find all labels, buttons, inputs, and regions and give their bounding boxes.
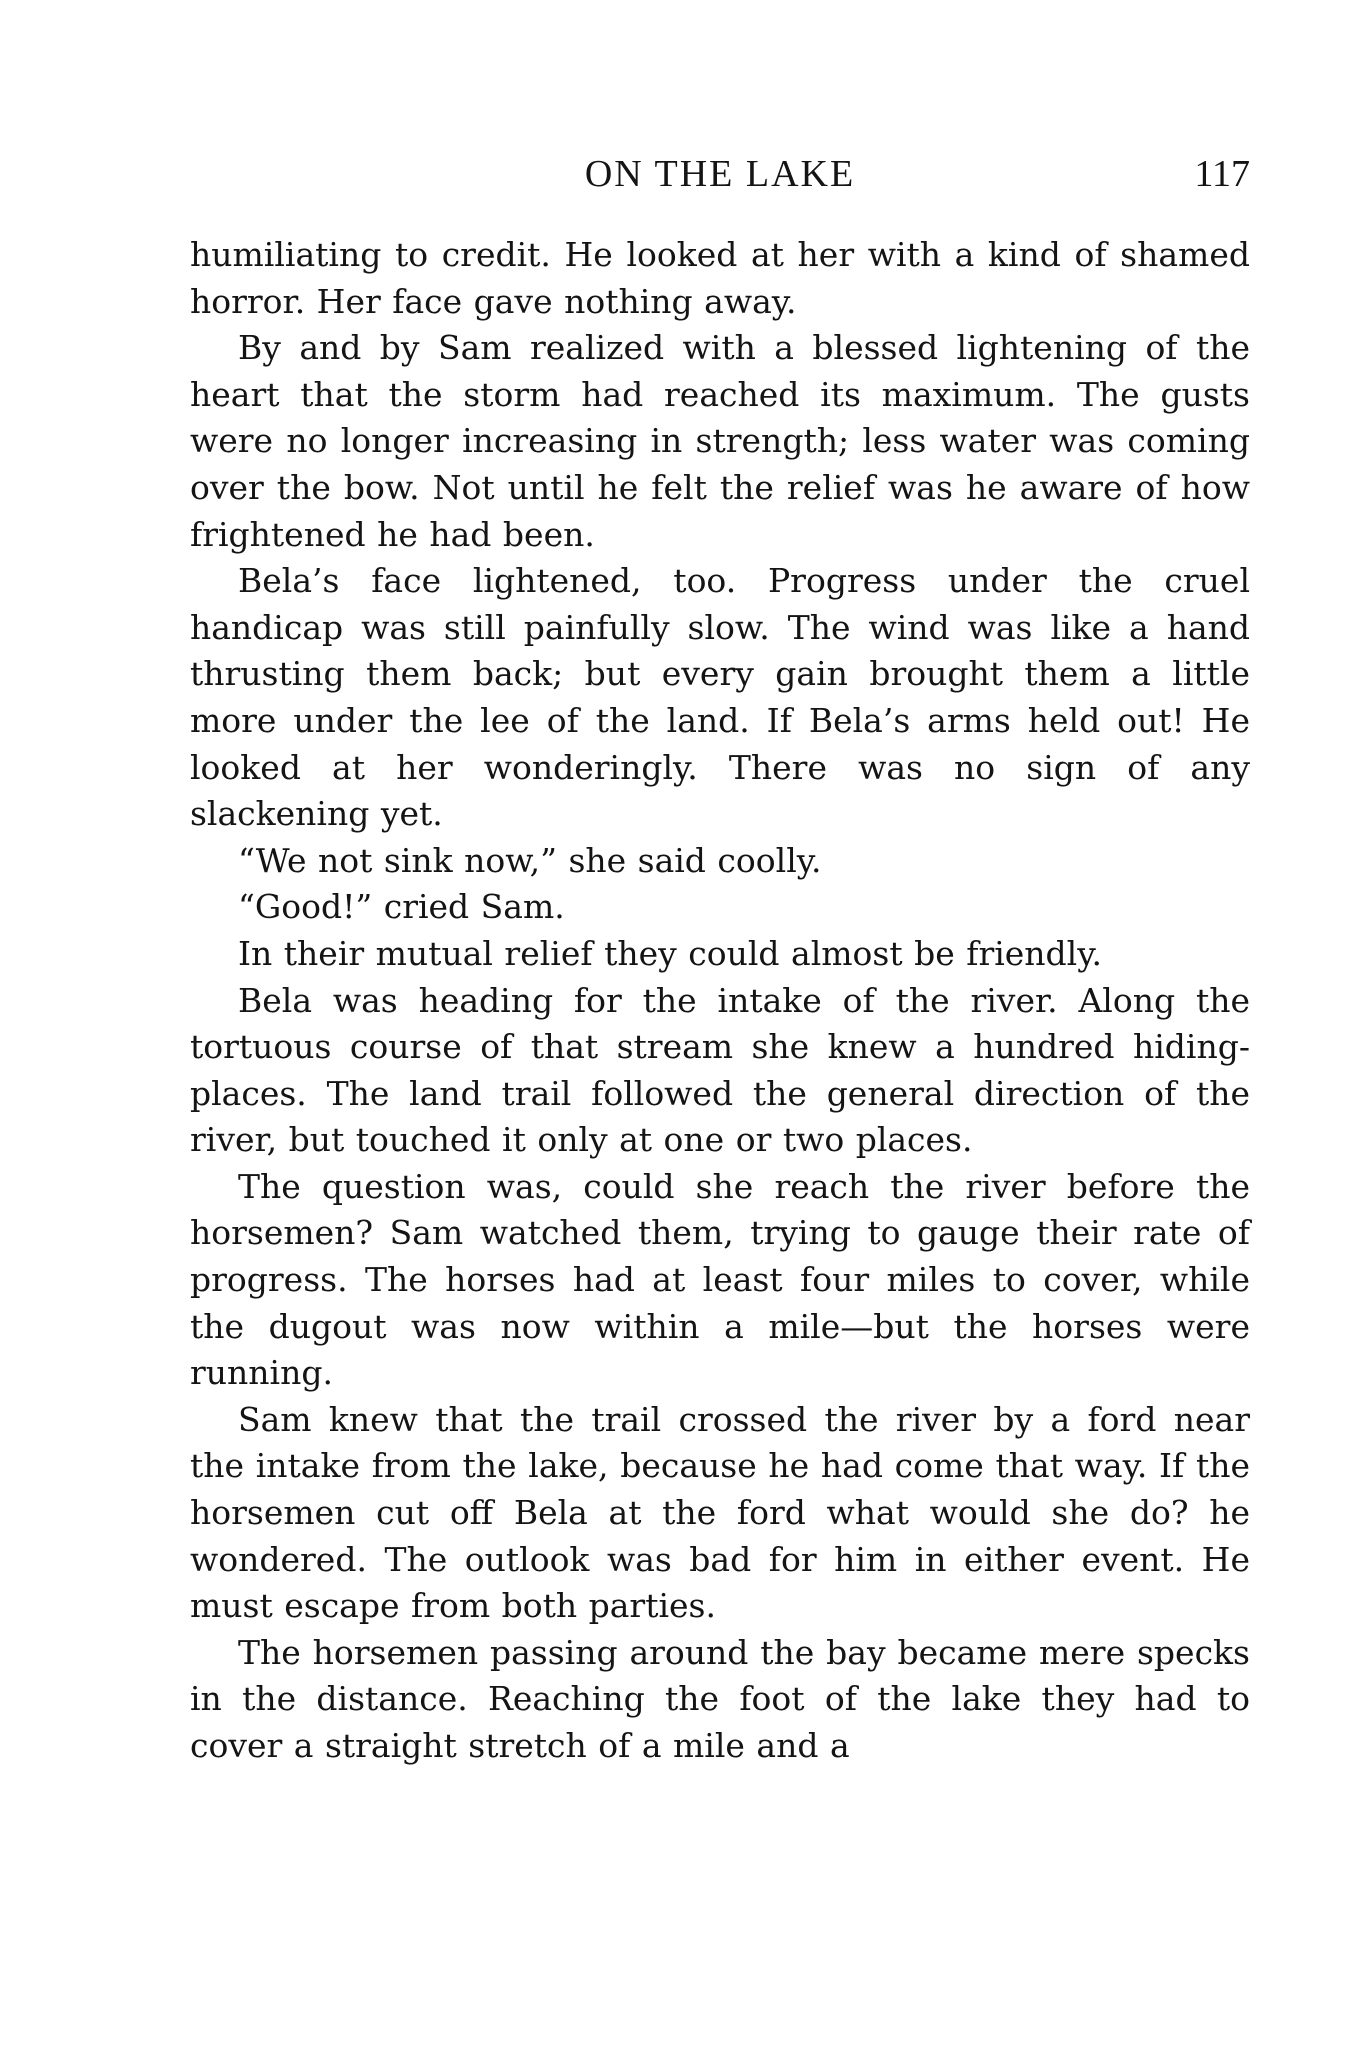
body-text xyxy=(190,232,1250,1770)
paragraph: By and by Sam realized with a blessed lightening of the heart that the storm had reached its maximum. The gusts were no longer increasing in strength; less water was coming over the bow. Not until he felt the relief was he aware of how frightened he had been. xyxy=(190,328,1250,554)
page-number: 117 xyxy=(1194,153,1250,195)
running-title: ON THE LAKE xyxy=(584,153,856,195)
paragraph: In their mutual relief they could almost be friendly. xyxy=(238,933,1102,973)
paragraph: Bela’s face lightened, too. Progress under the cruel handicap was still painfully slow. The wind was like a hand thrusting them back; but every gain brought them a little more under the lee of the land. If Bela’s arms held out! He looked at her wonderingly. There was no sign of any slackening yet. xyxy=(190,561,1250,834)
paragraph: “We not sink now,” she said coolly. xyxy=(238,840,822,880)
paragraph: Bela was heading for the intake of the river. Along the tortuous course of that stream she knew a hundred hiding-places. The land trail followed the general direction of the river, but touched it only at one or two places. xyxy=(190,980,1250,1160)
paragraph: humiliating to credit. He looked at her with a kind of shamed horror. Her face gave nothing away. xyxy=(190,235,1250,321)
paragraph: The horsemen passing around the bay became mere specks in the distance. Reaching the foot of the lake they had to cover a straight stretch of a mile and a xyxy=(190,1632,1250,1765)
running-head xyxy=(190,146,1250,202)
paragraph: The question was, could she reach the river before the horsemen? Sam watched them, trying to gauge their rate of progress. The horses had at least four miles to cover, while the dugout was now within a mile—but the horses were running. xyxy=(190,1166,1250,1393)
paragraph: Sam knew that the trail crossed the river by a ford near the intake from the lake, because he had come that way. If the horsemen cut off Bela at the ford what would she do? he wondered. The outlook was bad for him in either event. He must escape from both parties. xyxy=(190,1399,1250,1626)
paragraph: “Good!” cried Sam. xyxy=(238,887,565,927)
